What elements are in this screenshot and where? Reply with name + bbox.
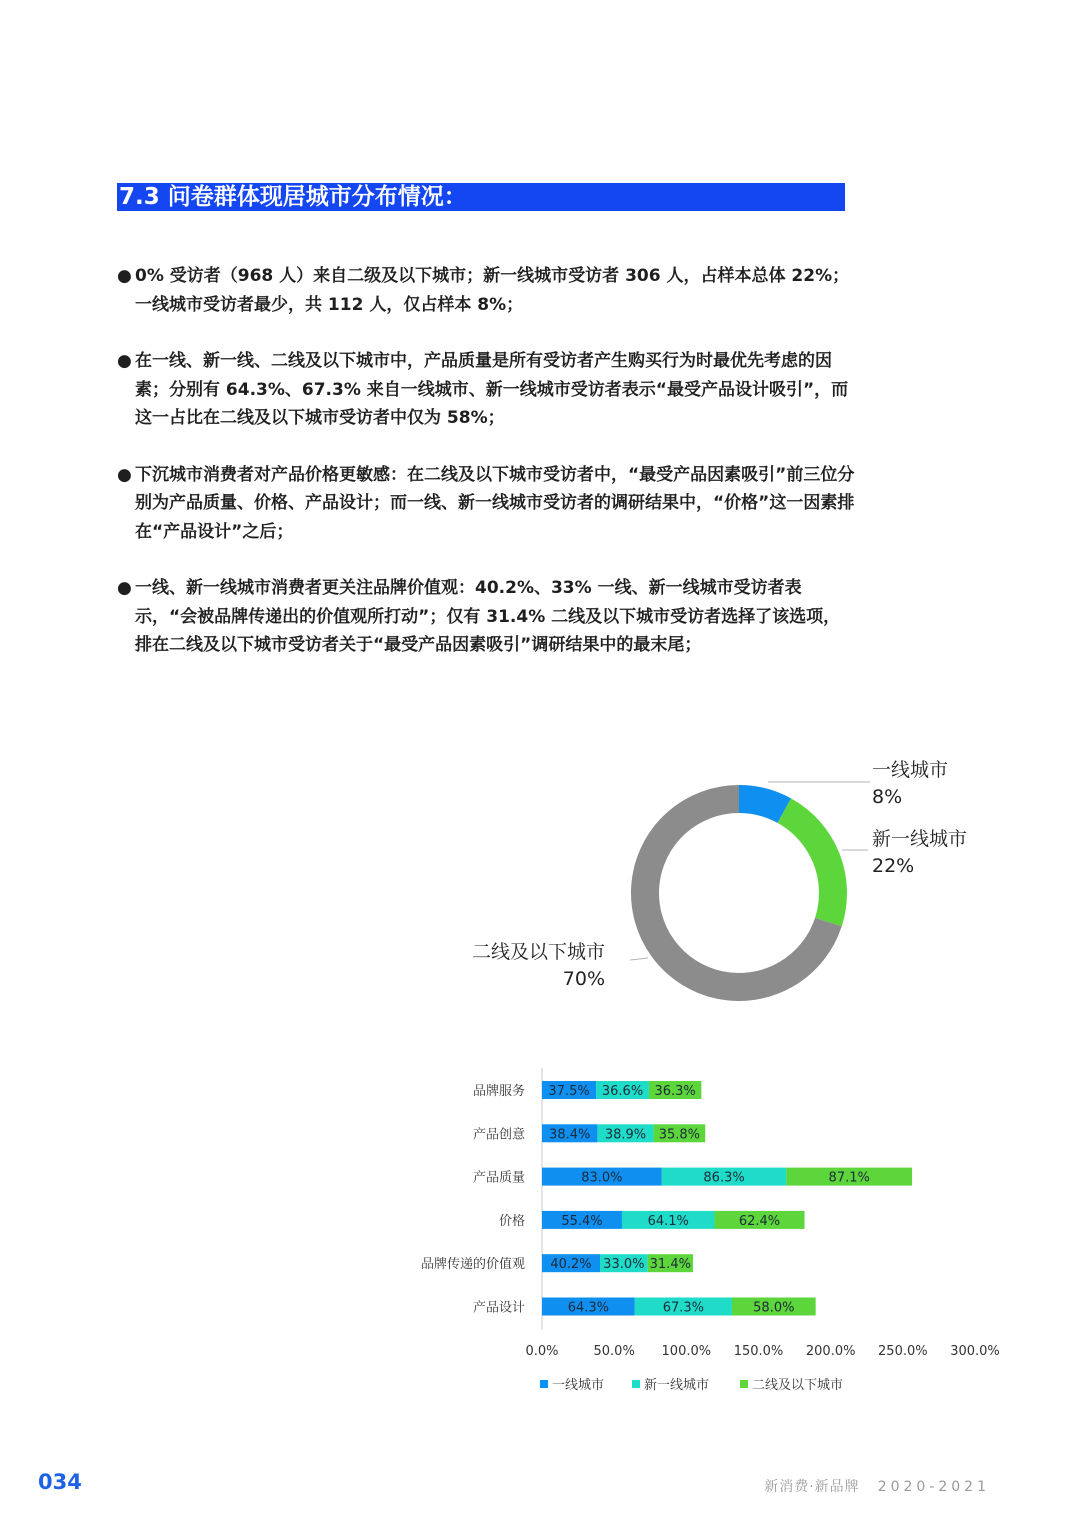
bullet-text: 一线、新一线城市消费者更关注品牌价值观：40.2%、33% 一线、新一线城市受访者表示，“会被品牌传递出的价值观所打动”；仅有 31.4% 二线及以下城市受访者选择了该选项，排在二线及以下城市受访者关于“最受产品因素吸引”调研结果中的最末尾； <box>135 578 841 655</box>
bar-tick-label: 150.0% <box>733 1344 784 1359</box>
donut-value-1: 22% <box>872 855 915 877</box>
donut-value-0: 8% <box>872 786 903 808</box>
donut-label-2: 二线及以下城市 <box>471 941 605 963</box>
bar-data-label: 37.5% <box>548 1084 590 1099</box>
bar-data-label: 86.3% <box>703 1170 745 1186</box>
legend-label: 二线及以下城市 <box>752 1378 844 1393</box>
bar-data-label: 55.4% <box>561 1213 603 1229</box>
bullet-dot-icon: ● <box>117 266 132 286</box>
legend-swatch <box>740 1380 748 1388</box>
bullet-dot-icon: ● <box>117 351 132 371</box>
bar-tick-label: 50.0% <box>593 1344 635 1359</box>
bar-data-label: 62.4% <box>738 1213 781 1229</box>
donut-value-2: 70% <box>562 968 605 990</box>
bar-category-label: 产品创意 <box>472 1127 525 1143</box>
footer-year: 2020-2021 <box>877 1479 990 1495</box>
bar-data-label: 36.3% <box>654 1084 696 1099</box>
bar-data-label: 58.0% <box>753 1300 795 1316</box>
bar-data-label: 33.0% <box>603 1257 645 1273</box>
bar-data-label: 87.1% <box>828 1170 870 1186</box>
bar-category-label: 品牌传递的价值观 <box>420 1257 525 1273</box>
bar-data-label: 40.2% <box>550 1257 592 1273</box>
bar-tick-label: 300.0% <box>950 1344 1000 1359</box>
footer-brand: 新消费·新品牌 <box>764 1479 860 1495</box>
donut-label-0: 一线城市 <box>872 759 949 781</box>
bar-data-label: 38.4% <box>549 1127 591 1143</box>
bar-data-label: 64.1% <box>647 1213 689 1229</box>
bullet-dot-icon: ● <box>117 464 132 485</box>
bar-tick-label: 0.0% <box>525 1344 559 1359</box>
bar-data-label: 67.3% <box>662 1300 705 1316</box>
bar-tick-label: 250.0% <box>878 1344 928 1359</box>
bar-tick-label: 100.0% <box>661 1344 712 1359</box>
bar-data-label: 31.4% <box>649 1257 691 1273</box>
bar-data-label: 38.9% <box>604 1127 647 1143</box>
bar-data-label: 36.6% <box>601 1084 644 1099</box>
bullet-text: 0% 受访者（968 人）来自二级及以下城市；新一线城市受访者 306 人，占样本总体 22%；一线城市受访者最少，共 112 人，仅占样本 8%； <box>135 266 850 315</box>
bullet-text: 在一线、新一线、二线及以下城市中，产品质量是所有受访者产生购买行为时最优先考虑的因素；分别有 64.3%、67.3% 来自一线城市、新一线城市受访者表示“最受产品设计吸引”，而这一占比在二线及以下城市受访者中仅为 58%； <box>135 351 849 428</box>
bar-data-label: 64.3% <box>567 1300 610 1316</box>
bar-category-label: 产品质量 <box>472 1170 525 1186</box>
legend-swatch <box>632 1380 640 1388</box>
bar-category-label: 产品设计 <box>472 1300 525 1316</box>
bar-category-label: 价格 <box>498 1213 525 1229</box>
legend-swatch <box>540 1380 548 1388</box>
bar-data-label: 35.8% <box>658 1127 701 1143</box>
page-number: 034 <box>38 1470 82 1494</box>
bullet-dot-icon: ● <box>117 578 132 598</box>
bar-category-label: 品牌服务 <box>472 1084 525 1099</box>
bar-data-label: 83.0% <box>581 1170 623 1186</box>
legend-label: 新一线城市 <box>644 1378 710 1393</box>
section-title: 7.3 问卷群体现居城市分布情况： <box>117 183 845 211</box>
bar-tick-label: 200.0% <box>805 1344 856 1359</box>
footer-label <box>764 1476 990 1496</box>
legend-label: 一线城市 <box>552 1378 605 1393</box>
donut-label-1: 新一线城市 <box>872 828 968 850</box>
bullet-text: 下沉城市消费者对产品价格更敏感：在二线及以下城市受访者中，“最受产品因素吸引”前三位分别为产品质量、价格、产品设计；而一线、新一线城市受访者的调研结果中，“价格”这一因素排在“产品设计”之后； <box>135 464 855 542</box>
